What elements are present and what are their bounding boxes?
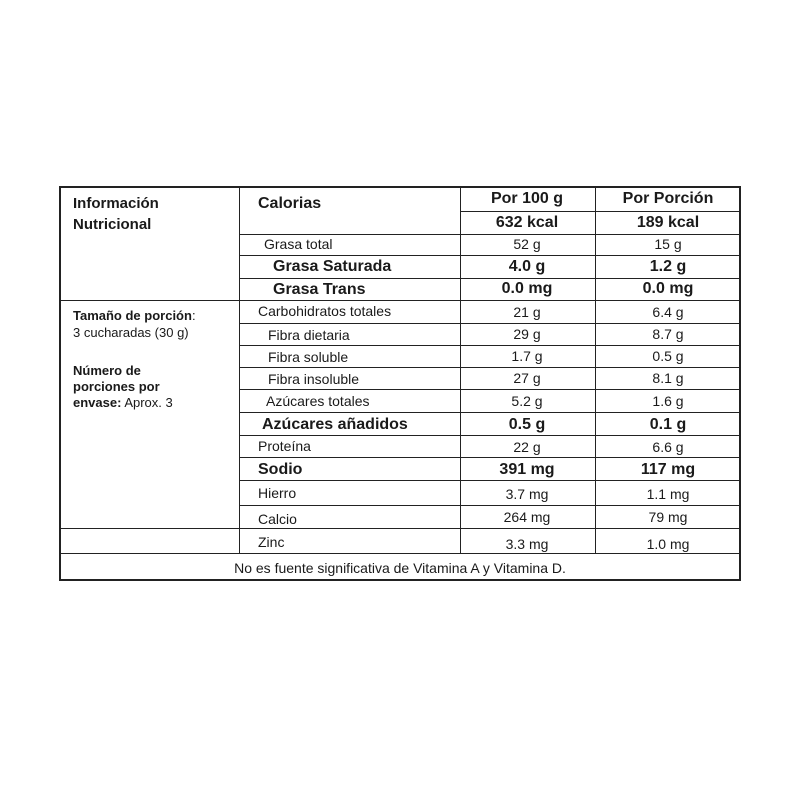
serving-size-label: Tamaño de porción	[73, 308, 192, 323]
nutrient-name: Proteína	[258, 438, 311, 454]
divider-row	[59, 300, 741, 301]
nutrient-perserving: 8.7 g	[652, 326, 684, 342]
divider-row	[239, 278, 741, 279]
servings-value: Aprox. 3	[121, 395, 173, 410]
nutrient-name: Fibra insoluble	[268, 371, 360, 387]
nutrient-perserving: 1.1 mg	[646, 486, 690, 502]
nutrient-name: Grasa Saturada	[273, 258, 392, 275]
divider-row	[239, 345, 741, 346]
divider-row	[239, 367, 741, 368]
nutrient-perserving: 0.1 g	[649, 416, 687, 433]
nutrient-perserving: 6.6 g	[652, 439, 684, 455]
divider-row	[239, 234, 741, 235]
divider-kcal	[460, 211, 741, 212]
serving-size-line	[73, 309, 196, 322]
serving-size-colon: :	[191, 308, 196, 323]
nutrient-per100: 29 g	[513, 326, 541, 342]
divider-col-per100	[460, 186, 461, 553]
nutrient-per100: 4.0 g	[508, 258, 546, 275]
table-title-line2: Nutricional	[73, 216, 152, 233]
nutrient-per100: 264 mg	[503, 509, 551, 525]
nutrient-perserving: 8.1 g	[652, 370, 684, 386]
divider-row	[239, 412, 741, 413]
servings-label-line3: envase:	[73, 395, 122, 410]
nutrient-name: Grasa total	[264, 236, 333, 252]
nutrient-name: Sodio	[258, 461, 303, 478]
divider-row	[239, 389, 741, 390]
servings-line3	[73, 396, 173, 409]
nutrient-perserving: 15 g	[654, 236, 682, 252]
nutrient-per100: 21 g	[513, 304, 541, 320]
column-header-per100: Por 100 g	[490, 190, 564, 207]
nutrient-name: Fibra soluble	[268, 349, 349, 365]
divider-row	[239, 457, 741, 458]
nutrient-name: Zinc	[258, 534, 285, 550]
nutrient-perserving: 1.6 g	[652, 393, 684, 409]
nutrient-per100: 52 g	[513, 236, 541, 252]
nutrient-per100: 3.7 mg	[505, 486, 549, 502]
divider-row	[59, 528, 741, 529]
footer-note: No es fuente significativa de Vitamina A y Vitamina D.	[234, 560, 566, 576]
divider-row	[239, 255, 741, 256]
nutrient-per100: 1.7 g	[511, 348, 543, 364]
nutrient-name: Fibra dietaria	[268, 327, 350, 343]
nutrient-name: Azúcares añadidos	[262, 416, 408, 433]
nutrient-perserving: 79 mg	[648, 509, 688, 525]
nutrition-facts-table	[59, 186, 741, 581]
nutrient-per100: 3.3 mg	[505, 536, 549, 552]
nutrient-per100: 0.5 g	[508, 416, 546, 433]
kcal-perserving: 189 kcal	[636, 214, 700, 231]
nutrient-per100: 27 g	[513, 370, 541, 386]
divider-footer	[59, 553, 741, 554]
divider-row	[239, 435, 741, 436]
nutrient-name: Calcio	[258, 511, 297, 527]
nutrient-perserving: 6.4 g	[652, 304, 684, 320]
nutrient-perserving: 1.0 mg	[646, 536, 690, 552]
divider-col-left	[239, 186, 240, 553]
nutrient-name: Carbohidratos totales	[258, 303, 392, 319]
nutrient-per100: 0.0 mg	[501, 280, 553, 297]
column-header-perserving: Por Porción	[622, 190, 714, 207]
nutrient-per100: 22 g	[513, 439, 541, 455]
divider-row	[239, 480, 741, 481]
nutrient-per100: 5.2 g	[511, 393, 543, 409]
serving-size-value: 3 cucharadas (30 g)	[73, 325, 189, 340]
nutrient-perserving: 0.5 g	[652, 348, 684, 364]
nutrient-per100: 391 mg	[499, 461, 555, 478]
nutrient-perserving: 1.2 g	[649, 258, 687, 275]
servings-label-line2: porciones por	[73, 379, 160, 394]
table-title-line1: Información	[73, 195, 159, 212]
calorias-label: Calorias	[258, 195, 322, 212]
kcal-per100: 632 kcal	[495, 214, 559, 231]
divider-row	[239, 505, 741, 506]
nutrient-name: Azúcares totales	[266, 393, 370, 409]
nutrient-name: Grasa Trans	[273, 281, 366, 298]
servings-label-line1: Número de	[73, 363, 141, 378]
nutrient-perserving: 0.0 mg	[642, 280, 694, 297]
divider-row	[239, 323, 741, 324]
divider-col-perserving	[595, 186, 596, 553]
nutrient-name: Hierro	[258, 485, 297, 501]
nutrient-perserving: 117 mg	[640, 461, 696, 478]
